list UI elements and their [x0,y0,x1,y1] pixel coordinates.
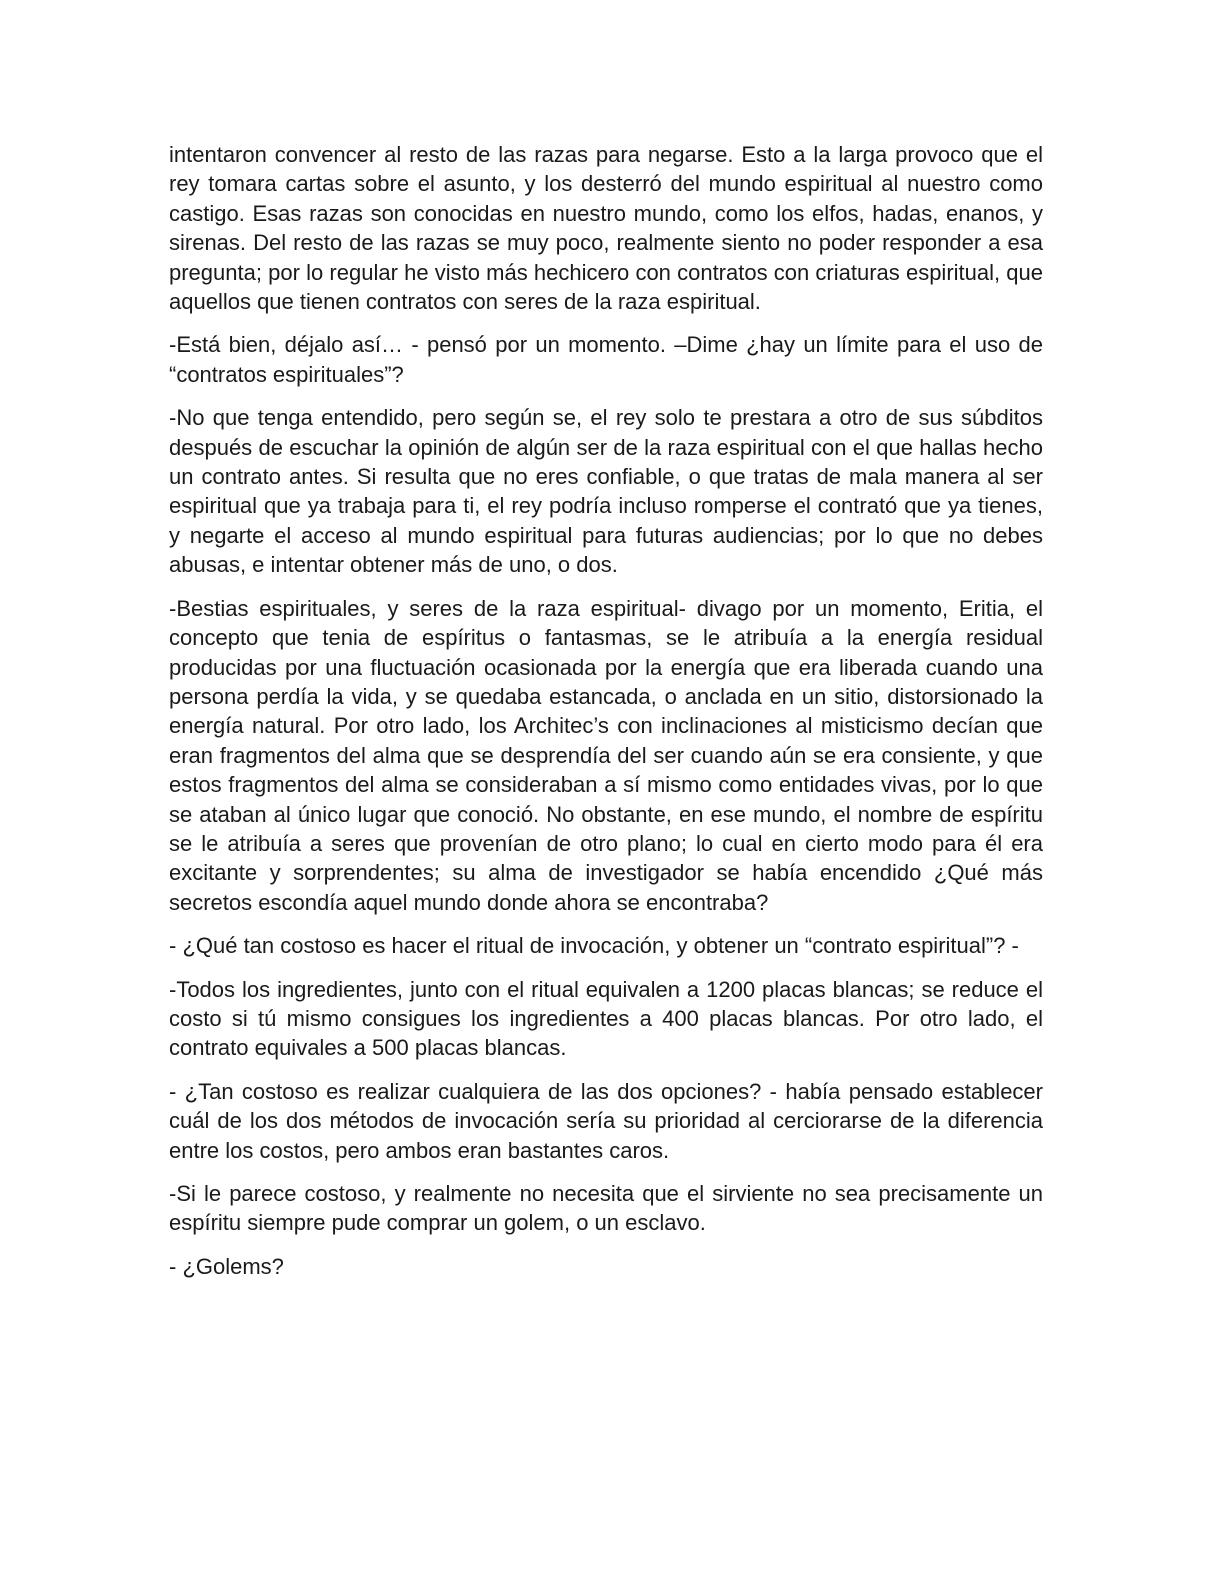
paragraph: - ¿Tan costoso es realizar cualquiera de las dos opciones? - había pensado establecer cuál de los dos métodos de invocación sería su prioridad al cerciorarse de la diferencia entre los costos, pero ambos eran bastantes caros. [169,1078,1043,1163]
paragraph: -Está bien, déjalo así… - pensó por un momento. –Dime ¿hay un límite para el uso de “contratos espirituales”? [169,332,1043,387]
paragraph: -Todos los ingredientes, junto con el ritual equivalen a 1200 placas blancas; se reduce el costo si tú mismo consigues los ingredientes a 400 placas blancas. Por otro lado, el contrato equivales a 500 placas blancas. [169,976,1043,1061]
paragraph: -Bestias espirituales, y seres de la raza espiritual- divago por un momento, Eritia, el concepto que tenia de espíritus o fantasmas, se le atribuía a la energía residual producidas por una fluctuación ocasionada por la energía que era liberada cuando una persona perdía la vida, y se quedaba estancada, o anclada en un sitio, distorsionado la energía natural. Por otro lado, los Architec’s con inclinaciones al misticismo decían que eran fragmentos del alma que se desprendía del ser cuando aún se era consiente, y que estos fragmentos del alma se consideraban a sí mismo como entidades vivas, por lo que se ataban al único lugar que conoció. No obstante, en ese mundo, el nombre de espíritu se le atribuía a seres que provenían de otro plano; lo cual en cierto modo para él era excitante y sorprendentes; su alma de investigador se había encendido ¿Qué más secretos escondía aquel mundo donde ahora se encontraba? [169,595,1043,915]
paragraph: - ¿Qué tan costoso es hacer el ritual de invocación, y obtener un “contrato espiritual”? - [169,933,1019,959]
paragraph: -Si le parece costoso, y realmente no necesita que el sirviente no sea precisamente un espíritu siempre pude comprar un golem, o un esclavo. [169,1181,1043,1236]
paragraph: intentaron convencer al resto de las razas para negarse. Esto a la larga provoco que el rey tomara cartas sobre el asunto, y los desterró del mundo espiritual al nuestro como castigo. Esas razas son conocidas en nuestro mundo, como los elfos, hadas, enanos, y sirenas. Del resto de las razas se muy poco, realmente siento no poder responder a esa pregunta; por lo regular he visto más hechicero con contratos con criaturas espiritual, que aquellos que tienen contratos con seres de la raza espiritual. [169,142,1043,315]
document-body [169,140,1043,1295]
paragraph: - ¿Golems? [169,1253,284,1279]
paragraph: -No que tenga entendido, pero según se, el rey solo te prestara a otro de sus súbditos después de escuchar la opinión de algún ser de la raza espiritual con el que hallas hecho un contrato antes. Si resulta que no eres confiable, o que tratas de mala manera al ser espiritual que ya trabaja para ti, el rey podría incluso romperse el contrató que ya tienes, y negarte el acceso al mundo espiritual para futuras audiencias; por lo que no debes abusas, e intentar obtener más de uno, o dos. [169,405,1043,578]
